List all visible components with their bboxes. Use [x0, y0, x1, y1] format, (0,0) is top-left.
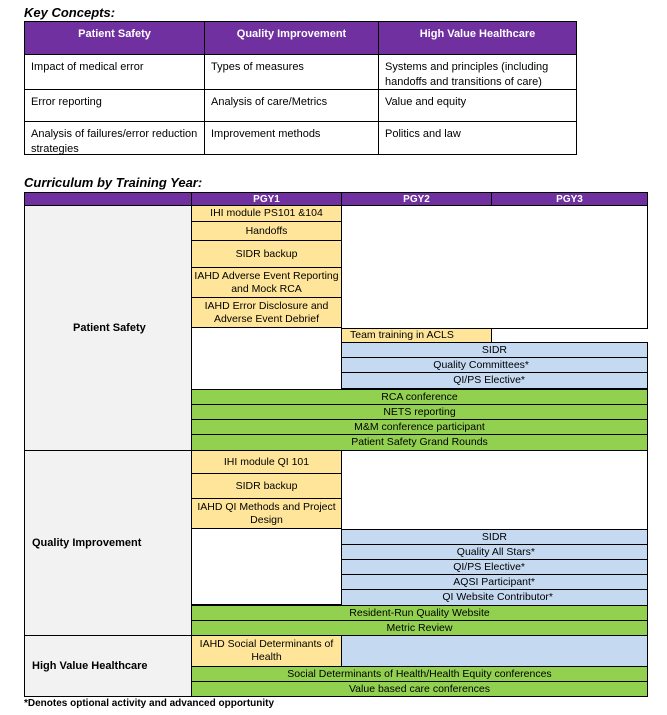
kc-cell: Improvement methods [204, 121, 379, 155]
empty-cell [191, 327, 342, 390]
year-header-pgy2: PGY2 [341, 192, 492, 206]
empty-cell [341, 450, 648, 530]
all-years-activity: M&M conference participant [191, 419, 648, 435]
pgy2-3-activity: AQSI Participant* [341, 574, 648, 590]
pgy1-activity: Handoffs [191, 221, 342, 241]
pgy2-3-activity: Quality Committees* [341, 357, 648, 373]
all-years-activity: Metric Review [191, 620, 648, 636]
empty-cell [341, 205, 648, 329]
pgy2-3-activity: SIDR [341, 342, 648, 358]
pgy1-activity: IHI module PS101 &104 [191, 205, 342, 222]
pgy2-activity: Team training in ACLS [341, 328, 492, 343]
kc-cell: Value and equity [378, 89, 577, 122]
key-concepts-heading: Key Concepts: [24, 5, 116, 20]
empty-cell [191, 528, 342, 605]
year-header-pgy3: PGY3 [491, 192, 648, 206]
all-years-activity: Resident-Run Quality Website [191, 605, 648, 621]
curriculum-header-blank [24, 192, 192, 206]
section-label-patient-safety: Patient Safety [24, 205, 192, 451]
pgy1-activity: SIDR backup [191, 473, 342, 499]
pgy2-3-activity: Quality All Stars* [341, 544, 648, 560]
kc-cell: Systems and principles (including handoffs and transitions of care) [378, 54, 577, 90]
pgy1-activity: IHI module QI 101 [191, 450, 342, 474]
pgy2-3-blank-cell [341, 635, 648, 667]
kc-cell: Error reporting [24, 89, 205, 122]
pgy1-activity: IAHD QI Methods and Project Design [191, 498, 342, 529]
pgy1-activity: IAHD Social Determinants of Health [191, 635, 342, 667]
pgy1-activity: SIDR backup [191, 240, 342, 268]
all-years-activity: Value based care conferences [191, 681, 648, 697]
kc-cell: Types of measures [204, 54, 379, 90]
kc-col-patient-safety: Patient Safety [24, 21, 205, 55]
year-header-pgy1: PGY1 [191, 192, 342, 206]
kc-col-quality-improvement: Quality Improvement [204, 21, 379, 55]
kc-cell: Impact of medical error [24, 54, 205, 90]
pgy1-activity: IAHD Adverse Event Reporting and Mock RCA [191, 267, 342, 298]
kc-cell: Analysis of failures/error reduction strategies [24, 121, 205, 155]
all-years-activity: RCA conference [191, 389, 648, 405]
section-label-high-value: High Value Healthcare [24, 635, 192, 697]
pgy2-3-activity: SIDR [341, 529, 648, 545]
pgy2-3-activity: QI/PS Elective* [341, 372, 648, 389]
all-years-activity: NETS reporting [191, 404, 648, 420]
section-label-quality-improvement: Quality Improvement [24, 450, 192, 636]
footnote: *Denotes optional activity and advanced opportunity [24, 698, 275, 709]
kc-cell: Analysis of care/Metrics [204, 89, 379, 122]
curriculum-heading: Curriculum by Training Year: [24, 175, 203, 190]
kc-cell: Politics and law [378, 121, 577, 155]
kc-col-high-value: High Value Healthcare [378, 21, 577, 55]
all-years-activity: Patient Safety Grand Rounds [191, 434, 648, 451]
pgy2-3-activity: QI/PS Elective* [341, 559, 648, 575]
all-years-activity: Social Determinants of Health/Health Equity conferences [191, 666, 648, 682]
pgy1-activity: IAHD Error Disclosure and Adverse Event Debrief [191, 297, 342, 328]
pgy2-3-activity: QI Website Contributor* [341, 589, 648, 606]
